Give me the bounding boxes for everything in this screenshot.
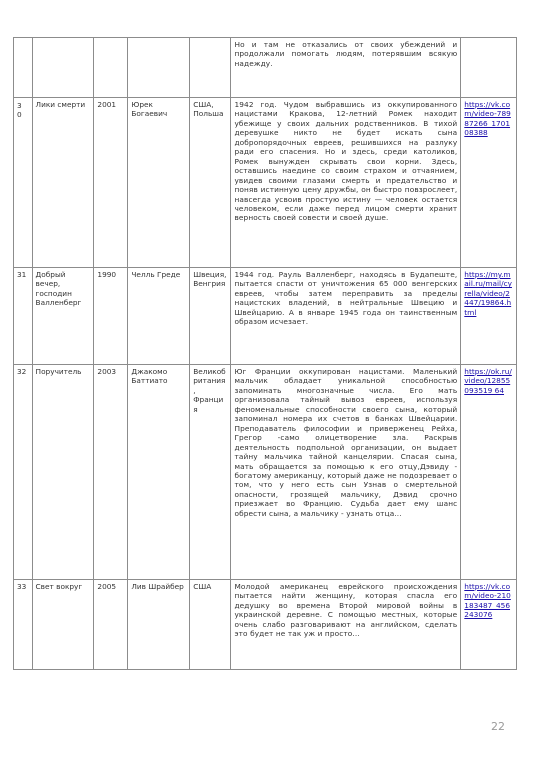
film-year: 2005 xyxy=(94,580,128,670)
film-country: США xyxy=(190,580,231,670)
row-number xyxy=(14,98,33,268)
film-year: 1990 xyxy=(94,268,128,365)
film-link[interactable]: https://ok.ru/video/12855093519 64 xyxy=(464,367,512,395)
film-title: Поручитель xyxy=(32,365,94,580)
table-row xyxy=(14,365,517,580)
title-cell xyxy=(32,38,94,98)
film-director: Юрек Богаевич xyxy=(128,98,190,268)
film-title: Свет вокруг xyxy=(32,580,94,670)
film-description: Молодой американец еврейского происхождения пытается найти женщину, которая спасла его дедушку во времена Второй мировой войны в украинской деревне. С помощью местных, которые очень слабо разговаривают на английском, сделать это будет не так уж и просто... xyxy=(231,580,461,670)
film-description: 1942 год. Чудом выбравшись из оккупированного нацистами Кракова, 12-летний Ромек находит убежище у своих дальних родственников. В тихой деревушке никто не будет искать сына добропорядочных евреев, решившихся на разлуку ради его спасения. Но и здесь, среди католиков, Ромек вынужден скрывать свои корни. Здесь, оставшись наедине со своим страхом и отчаянием, увидев своими глазами смерть и предательство и поняв истинную цену дружбы, он быстро повзрослеет, навсегда усвоив простую истину — человек остается человеком, если даже перед лицом смерти хранит верность своей совести и своей душе. xyxy=(231,98,461,268)
film-link-cell xyxy=(461,580,517,670)
table-row xyxy=(14,580,517,670)
film-year: 2001 xyxy=(94,98,128,268)
link-cell xyxy=(461,38,517,98)
table-row xyxy=(14,98,517,268)
film-director: Лив Шрайбер xyxy=(128,580,190,670)
table-row-continuation xyxy=(14,38,517,98)
film-title: Лики смерти xyxy=(32,98,94,268)
film-country: Великобритания, Франция xyxy=(190,365,231,580)
row-number: 31 xyxy=(14,268,33,365)
film-link-cell xyxy=(461,98,517,268)
film-year: 2003 xyxy=(94,365,128,580)
number-cell xyxy=(14,38,33,98)
row-number-text: 30 xyxy=(17,101,22,120)
film-description: 1944 год. Рауль Валленберг, находясь в Будапеште, пытается спасти от уничтожения 65 000 венгерских евреев, чтобы затем переправить за пределы нацистских владений, в нейтральные Швецию и Швейцарию. А в январе 1945 года он таинственным образом исчезает. xyxy=(231,268,461,365)
film-director: Джакомо Баттиато xyxy=(128,365,190,580)
country-cell xyxy=(190,38,231,98)
film-country: Швеция, Венгрия xyxy=(190,268,231,365)
film-link[interactable]: https://my.mail.ru/mail/cyrella/video/2447/19864.html xyxy=(464,270,512,317)
film-title: Добрый вечер, господин Валленберг xyxy=(32,268,94,365)
film-link-cell xyxy=(461,365,517,580)
film-link-cell xyxy=(461,268,517,365)
table-row xyxy=(14,268,517,365)
page-number: 22 xyxy=(491,720,505,733)
year-cell xyxy=(94,38,128,98)
films-table xyxy=(13,37,517,670)
film-country: США, Польша xyxy=(190,98,231,268)
film-link[interactable]: https://vk.com/video-78987266_170108388 xyxy=(464,100,511,138)
film-description: Юг Франции оккупирован нацистами. Маленький мальчик обладает уникальной способностью запоминать многозначные числа. Его мать организовала тайный вывоз евреев, используя феноменальные способности своего сына, который запоминал номера их счетов в банках Швейцарии. Преподаватель философии и приверженец Рейха, Грегор -само олицетворение зла. Раскрыв деятельность подпольной организации, он выдает тайну мальчика тайной канцелярии. Спасая сына, мать обращается за помощью к его отцу,Дэвиду - богатому американцу, который даже не подозревает о том, что у него есть сын Узнав о смертельной опасности, грозящей мальчику, Дэвид срочно приезжает во Францию. Судьба дает ему шанс обрести сына, а мальчику - узнать отца... xyxy=(231,365,461,580)
row-number: 32 xyxy=(14,365,33,580)
film-director: Челль Греде xyxy=(128,268,190,365)
description-cell: Но и там не отказались от своих убеждений и продолжали помогать людям, потерявшим всякую надежду. xyxy=(231,38,461,98)
row-number: 33 xyxy=(14,580,33,670)
film-link[interactable]: https://vk.com/video-210183487_456243076 xyxy=(464,582,511,620)
director-cell xyxy=(128,38,190,98)
